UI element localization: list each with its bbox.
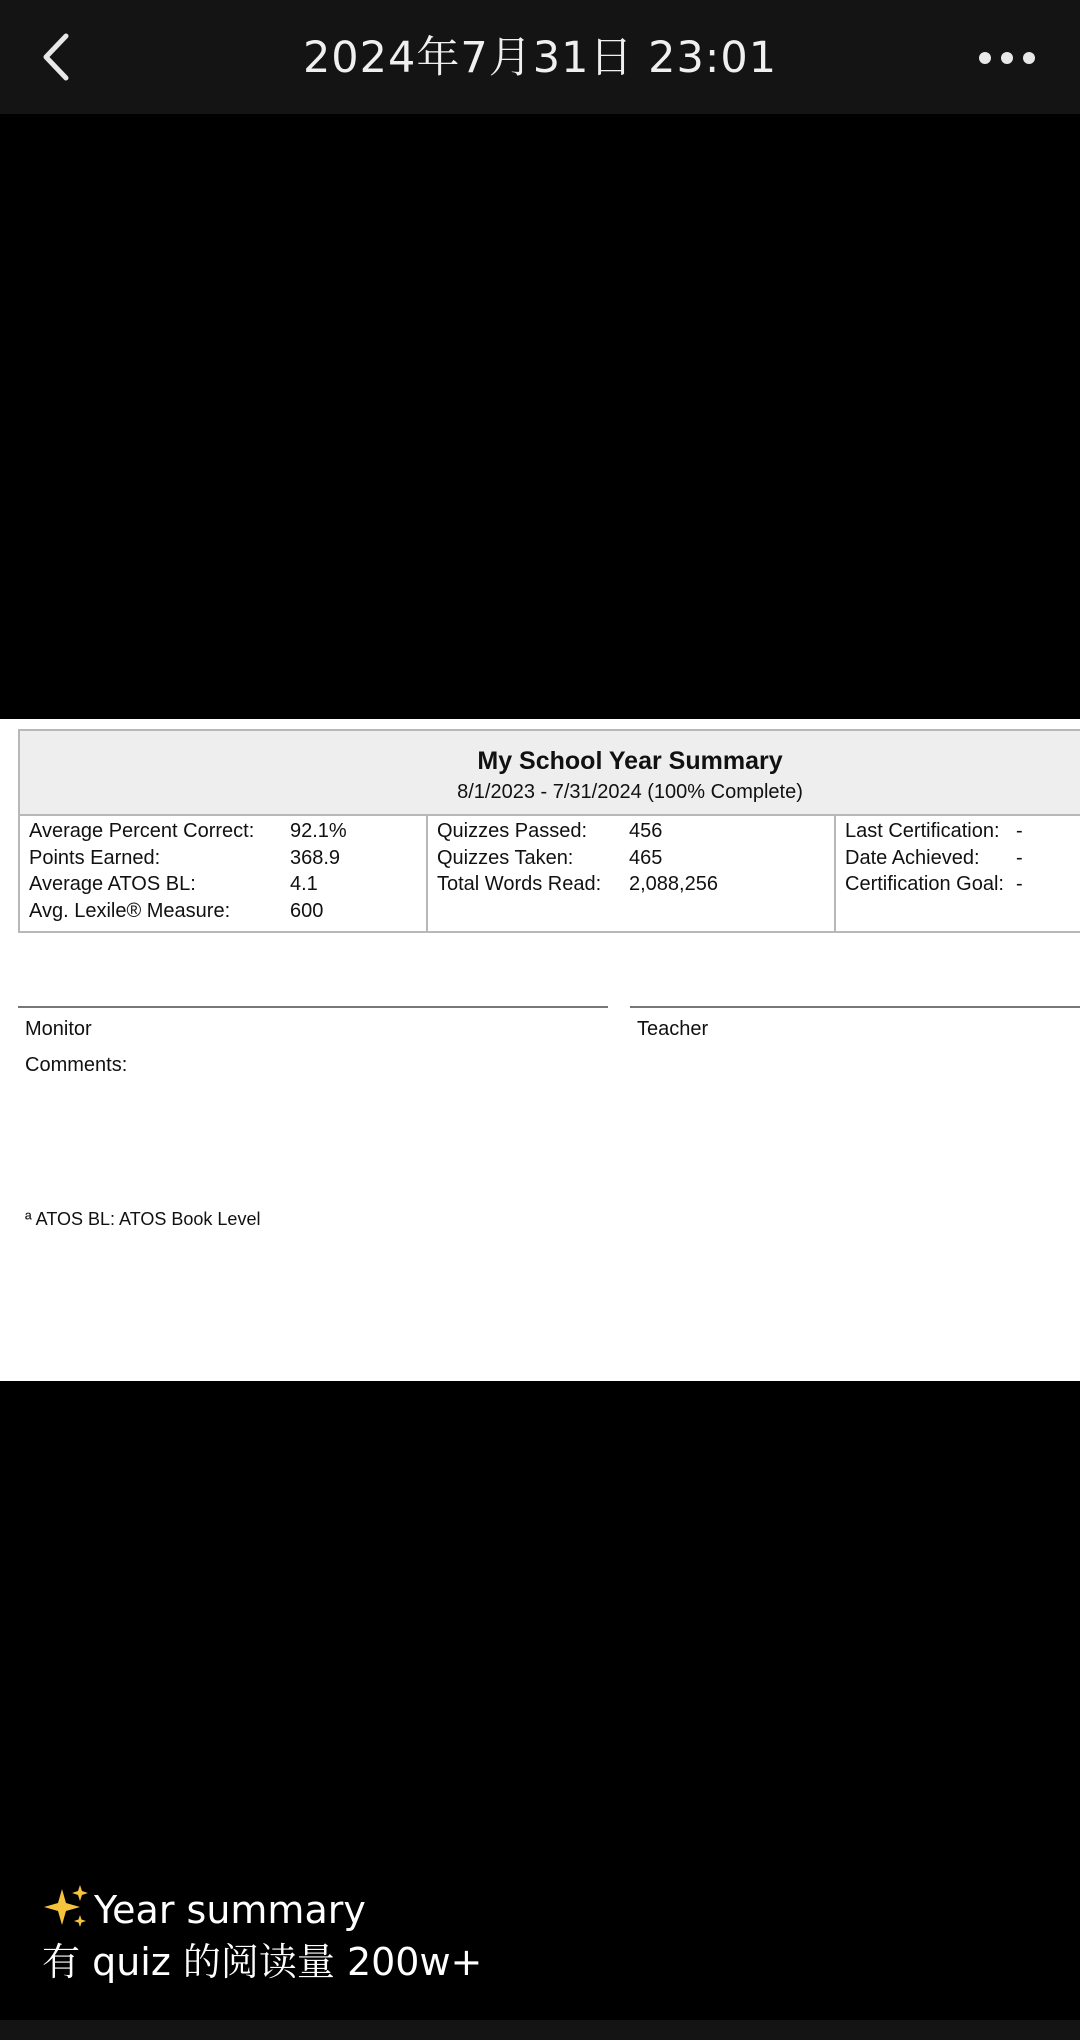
stat-row xyxy=(20,845,426,872)
stat-row xyxy=(20,871,426,898)
stat-value: 92.1% xyxy=(290,820,347,842)
stat-row xyxy=(428,818,834,845)
stat-row xyxy=(20,818,426,845)
caption-line-2: 有 quiz 的阅读量 200w+ xyxy=(42,1940,483,1984)
caption-title: Year summary xyxy=(94,1888,366,1932)
summary-date-range: 8/1/2023 - 7/31/2024 (100% Complete) xyxy=(457,781,803,803)
stat-row xyxy=(428,845,834,872)
stat-row xyxy=(836,818,1080,845)
stat-label: Quizzes Passed: xyxy=(437,820,588,842)
stat-value: 4.1 xyxy=(290,873,318,895)
caption-line-1 xyxy=(42,1883,482,1936)
stat-value: - xyxy=(1016,820,1023,842)
teacher-label: Teacher xyxy=(637,1018,709,1040)
summary-table xyxy=(18,729,1080,933)
document-photo[interactable] xyxy=(0,719,1080,1381)
stat-value: 456 xyxy=(629,820,663,842)
monitor-signature-line xyxy=(18,1006,608,1008)
summary-title: My School Year Summary xyxy=(477,747,783,775)
stat-label: Avg. Lexile® Measure: xyxy=(29,899,231,922)
top-bar xyxy=(0,0,1080,114)
chevron-left-icon xyxy=(30,22,100,92)
back-button[interactable] xyxy=(30,22,100,92)
stat-label: Total Words Read: xyxy=(437,873,602,895)
more-horizontal-icon xyxy=(960,30,1055,86)
stat-label: Quizzes Taken: xyxy=(437,846,574,869)
monitor-label: Monitor xyxy=(25,1018,92,1040)
stat-row xyxy=(836,871,1080,898)
post-caption xyxy=(42,1883,482,1988)
more-options-button[interactable] xyxy=(960,30,1055,86)
teacher-signature-line xyxy=(630,1006,1080,1008)
stat-value: 368.9 xyxy=(290,846,341,869)
stat-row xyxy=(428,871,834,898)
stat-label: Points Earned: xyxy=(29,846,161,869)
stat-value: - xyxy=(1016,846,1023,869)
stat-label: Date Achieved: xyxy=(845,846,980,869)
bottom-bar xyxy=(0,2020,1080,2040)
stat-label: Certification Goal: xyxy=(845,873,1004,895)
stat-value: 2,088,256 xyxy=(629,873,718,895)
stat-label: Average ATOS BL: xyxy=(29,873,196,895)
comments-label: Comments: xyxy=(25,1054,128,1076)
stat-row xyxy=(836,845,1080,872)
stat-value: - xyxy=(1016,873,1023,895)
page-title: 2024年7月31日 23:01 xyxy=(302,33,778,83)
stats-column-reading xyxy=(20,816,428,933)
stat-value: 465 xyxy=(629,846,663,869)
footnote: ª ATOS BL: ATOS Book Level xyxy=(25,1209,261,1229)
stat-value: 600 xyxy=(290,899,324,922)
stats-column-certification xyxy=(836,816,1080,933)
stat-label: Average Percent Correct: xyxy=(29,820,255,842)
stat-row xyxy=(20,898,426,925)
stats-column-quizzes xyxy=(428,816,836,933)
stat-label: Last Certification: xyxy=(845,820,1000,842)
sparkles-icon xyxy=(42,1883,90,1931)
summary-header xyxy=(20,731,1080,816)
